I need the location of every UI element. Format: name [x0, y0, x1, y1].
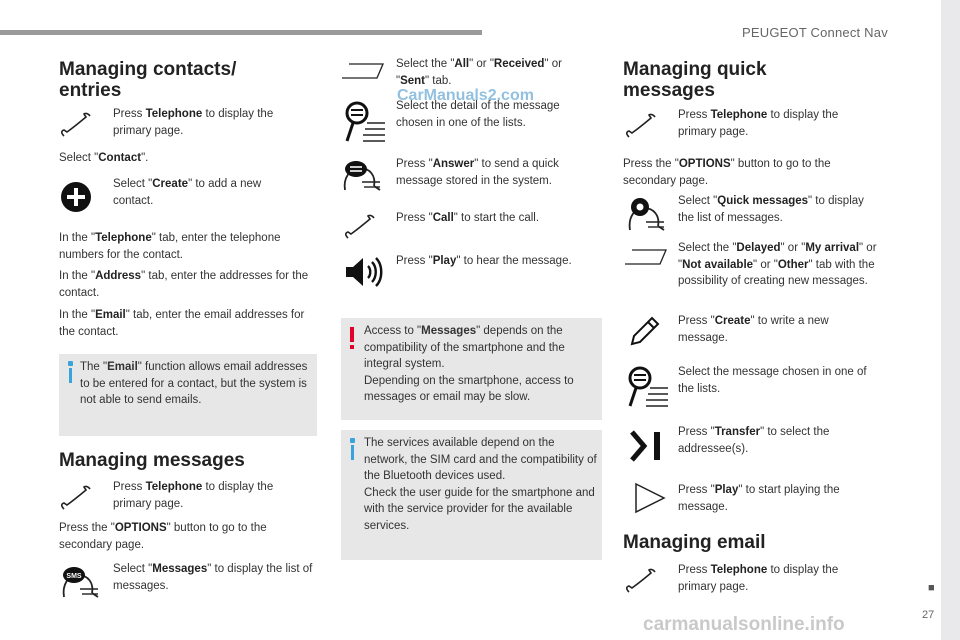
messages-step-1: Press Telephone to display the primary page.	[113, 481, 274, 510]
speaker-icon	[344, 256, 384, 288]
msg-call-step: Press "Call" to start the call.	[396, 212, 540, 224]
messages-step-3: Select "Messages" to display the list of messages.	[113, 563, 313, 592]
contacts-step-2: Select "Contact".	[59, 152, 149, 164]
info-icon	[350, 438, 355, 443]
detail-list-icon	[626, 366, 670, 408]
quick-step-5: Press "Create" to write a new message.	[678, 315, 829, 344]
quick-step-6: Select the message chosen in one of the lists.	[678, 366, 867, 395]
contacts-title: Managing contacts/ entries	[59, 59, 237, 101]
msg-tab-step: Select the "All" or "Received" or "Sent" tab.	[396, 58, 562, 87]
transfer-arrow-icon	[630, 430, 662, 462]
quick-step-8: Press "Play" to start playing the message.	[678, 484, 840, 513]
quick-step-4: Select the "Delayed" or "My arrival" or "Not available" or "Other" tab with the possibility of creating new messages.	[678, 242, 877, 287]
messages-warning-note: Access to "Messages" depends on the compatibility of the smartphone and the integral system. Depending on the smartphone, access to messages or email may be slow.	[341, 318, 602, 420]
quick-step-3: Select "Quick messages" to display the list of messages.	[678, 195, 864, 224]
msg-answer-step: Press "Answer" to send a quick message stored in the system.	[396, 158, 559, 187]
top-progress-bar	[0, 30, 482, 35]
warning-icon	[350, 327, 354, 342]
side-strip	[941, 0, 960, 640]
tab-icon	[341, 63, 385, 79]
contacts-step-3: Select "Create" to add a new contact.	[113, 178, 262, 207]
phone-handset-icon	[625, 570, 659, 596]
settings-head-icon	[626, 196, 668, 232]
info-icon	[68, 361, 73, 366]
phone-handset-icon	[625, 115, 659, 141]
quick-step-7: Press "Transfer" to select the addressee(s).	[678, 426, 830, 455]
svg-text:SMS: SMS	[66, 573, 82, 580]
contacts-step-6: In the "Email" tab, enter the email addresses for the contact.	[59, 309, 305, 338]
play-triangle-icon	[634, 482, 666, 514]
contacts-step-4: In the "Telephone" tab, enter the telephone numbers for the contact.	[59, 232, 281, 261]
watermark-top: CarManuals2.com	[397, 87, 534, 104]
services-info-note: The services available depend on the network, the SIM card and the compatibility of the Bluetooth devices used. Check the user guide for the smartphone and with the service provider for the available services.	[341, 430, 602, 560]
pencil-icon	[628, 314, 662, 348]
watermark-bottom: carmanualsonline.info	[643, 614, 845, 635]
page-marker: ■	[928, 582, 935, 594]
phone-handset-icon	[60, 114, 94, 140]
email-title: Managing email	[623, 532, 766, 553]
quick-step-1: Press Telephone to display the primary page.	[678, 109, 839, 138]
email-info-note: The "Email" function allows email addresses to be entered for a contact, but the system is not able to send emails.	[59, 354, 317, 436]
detail-list-icon	[343, 101, 387, 143]
messages-title: Managing messages	[59, 450, 245, 471]
contacts-step-5: In the "Address" tab, enter the addresses for the contact.	[59, 270, 309, 299]
quick-step-2: Press the "OPTIONS" button to go to the secondary page.	[623, 158, 831, 187]
tab-icon	[624, 249, 668, 265]
msg-play-step: Press "Play" to hear the message.	[396, 255, 572, 267]
header-brand: PEUGEOT Connect Nav	[742, 25, 888, 40]
messages-step-2: Press the "OPTIONS" button to go to the secondary page.	[59, 522, 267, 551]
page-number: 27	[922, 609, 935, 621]
phone-handset-icon	[60, 487, 94, 513]
sms-head-icon	[60, 563, 102, 599]
speech-head-icon	[342, 158, 384, 192]
email-step-1: Press Telephone to display the primary page.	[678, 564, 839, 593]
contacts-step-1: Press Telephone to display the primary page.	[113, 108, 274, 137]
phone-handset-icon	[344, 216, 378, 242]
msg-detail-step: Select the detail of the message chosen in one of the lists.	[396, 100, 560, 129]
plus-circle-icon	[60, 181, 92, 213]
quick-messages-title: Managing quick messages	[623, 59, 767, 101]
